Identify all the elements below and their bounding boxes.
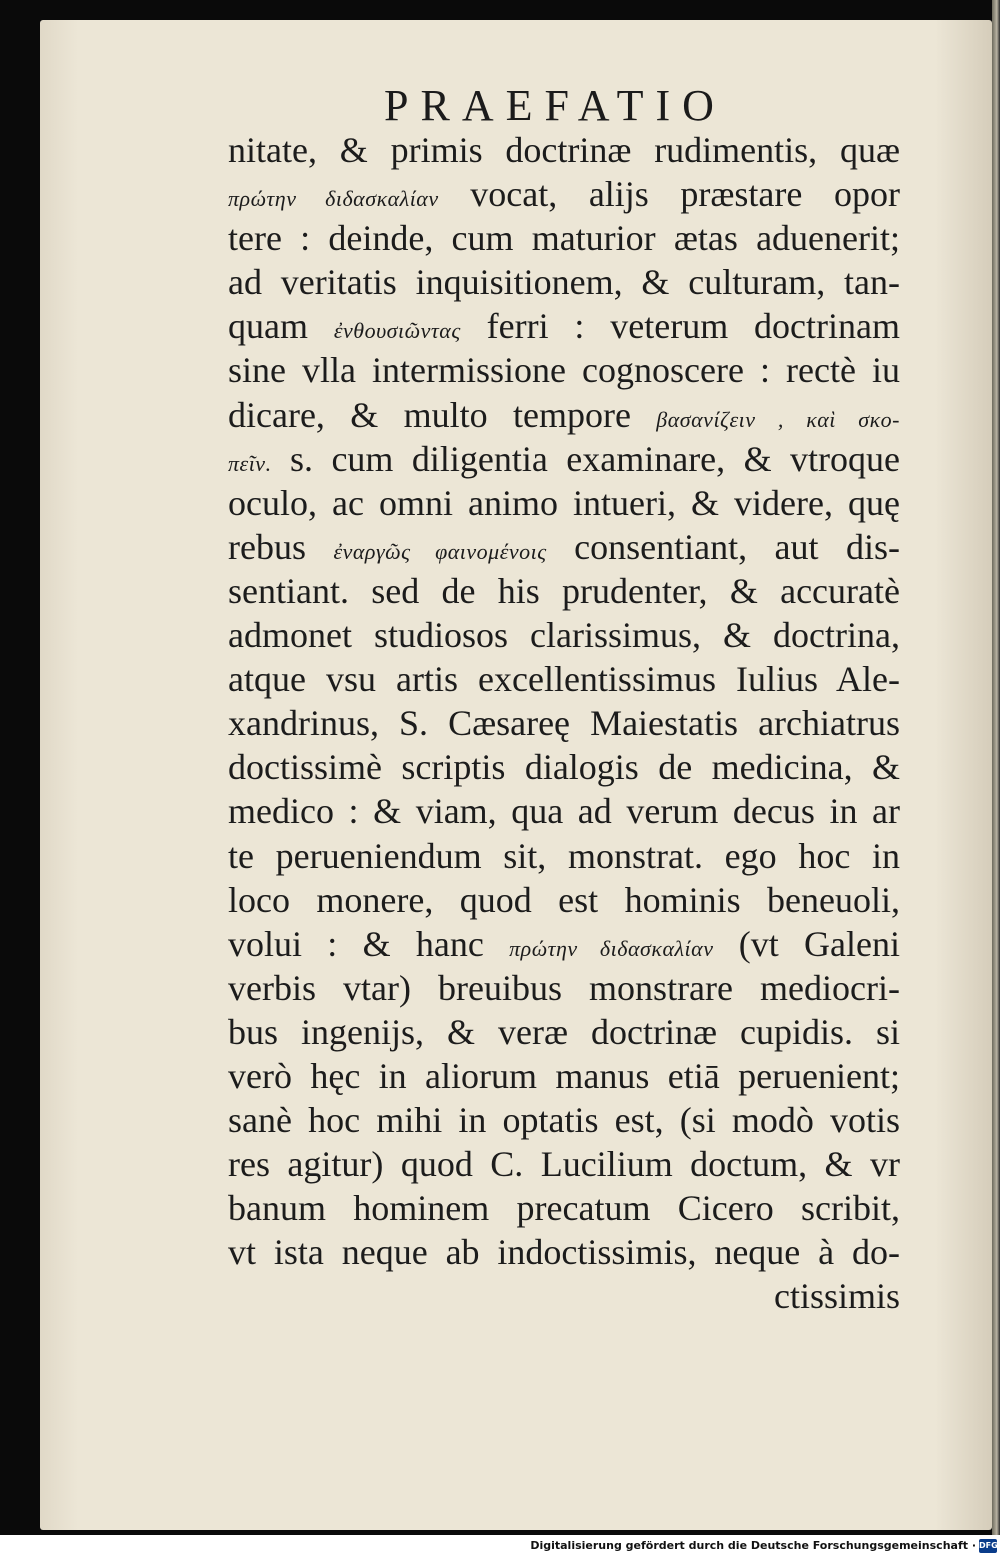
latin-text: s. cum diligentia examinare, & vtroque	[271, 438, 900, 479]
text-line	[228, 525, 900, 569]
text-line	[228, 437, 900, 481]
latin-text: oculo, ac omni animo intueri, & videre, quę	[228, 482, 900, 523]
latin-text: consentiant, aut dis-	[546, 526, 900, 567]
text-line	[228, 701, 900, 745]
text-line	[228, 922, 900, 966]
latin-text: vt ista neque ab indoctissimis, neque à do-	[228, 1232, 900, 1273]
latin-text: te perueniendum sit, monstrat. ego hoc in	[228, 835, 900, 876]
page-edge	[992, 0, 1000, 1535]
latin-text: (vt Galeni	[713, 923, 901, 964]
latin-text: ferri : veterum doctrinam	[460, 306, 900, 347]
latin-text: ad veritatis inquisitionem, & culturam, tan-	[228, 262, 900, 303]
text-line	[228, 393, 900, 437]
text-line	[228, 745, 900, 789]
latin-text: atque vsu artis excellentissimus Iulius Ale-	[228, 659, 900, 700]
text-line	[228, 1230, 900, 1274]
text-line	[228, 1274, 900, 1318]
latin-text: sanè hoc mihi in optatis est, (si modò votis	[228, 1100, 900, 1141]
text-line	[228, 569, 900, 613]
text-line	[228, 1186, 900, 1230]
latin-text: medico : & viam, qua ad verum decus in ar	[228, 791, 900, 832]
text-line	[228, 1098, 900, 1142]
text-line	[228, 1054, 900, 1098]
text-line	[228, 348, 900, 392]
text-line	[228, 966, 900, 1010]
greek-text: πρώτην διδασκαλίαν	[509, 935, 714, 961]
text-line	[228, 1010, 900, 1054]
latin-text: vocat, alijs præstare opor	[438, 174, 900, 215]
latin-text: sentiant. sed de his prudenter, & accuratè	[228, 570, 900, 611]
latin-text: banum hominem precatum Cicero scribit,	[228, 1188, 900, 1229]
text-line	[228, 834, 900, 878]
latin-text: admonet studiosos clarissimus, & doctrina,	[228, 615, 900, 656]
latin-text: rebus	[228, 526, 334, 567]
latin-text: xandrinus, S. Cæsareę Maiestatis archiatrus	[228, 703, 900, 744]
text-line	[228, 304, 900, 348]
running-title: PRAEFATIO	[384, 81, 726, 130]
latin-text: verò hęc in aliorum manus etiā peruenient;	[228, 1055, 900, 1096]
latin-text: verbis vtar) breuibus monstrare mediocri-	[228, 967, 900, 1008]
latin-text: res agitur) quod C. Lucilium doctum, & vr	[228, 1144, 900, 1185]
latin-text: sine vlla intermissione cognoscere : rectè iu	[228, 350, 900, 391]
latin-text: nitate, & primis doctrinæ rudimentis, quæ	[228, 130, 900, 170]
latin-text: volui : & hanc	[228, 923, 510, 964]
greek-text: πεῖν.	[228, 450, 272, 476]
text-line	[228, 128, 900, 172]
text-line	[228, 481, 900, 525]
text-line	[228, 260, 900, 304]
latin-text: quam	[228, 306, 334, 347]
text-line	[228, 878, 900, 922]
latin-text: dicare, & multo tempore	[228, 394, 657, 435]
dfg-logo: DFG	[979, 1539, 997, 1553]
text-line	[228, 613, 900, 657]
text-line	[228, 657, 900, 701]
text-line	[228, 1142, 900, 1186]
latin-text: ctissimis	[773, 1276, 900, 1317]
latin-text: doctissimè scriptis dialogis de medicina, &	[228, 747, 900, 788]
greek-text: ἐνθουσιῶντας	[333, 318, 461, 344]
text-line	[228, 172, 900, 216]
greek-text: ἐναργῶς φαινομένοις	[333, 538, 547, 564]
digitization-credit: Digitalisierung gefördert durch die Deutsche Forschungsgemeinschaft ·	[530, 1539, 976, 1552]
latin-text: tere : deinde, cum maturior ætas aduenerit;	[228, 218, 900, 259]
text-line	[228, 216, 900, 260]
text-line	[228, 789, 900, 833]
body-text	[228, 128, 900, 1319]
latin-text: loco monere, quod est hominis beneuoli,	[228, 879, 900, 920]
greek-text: βασανίζειν , καὶ σκο-	[656, 406, 901, 432]
greek-text: πρώτην διδασκαλίαν	[228, 186, 439, 212]
latin-text: bus ingenijs, & veræ doctrinæ cupidis. si	[228, 1011, 900, 1052]
